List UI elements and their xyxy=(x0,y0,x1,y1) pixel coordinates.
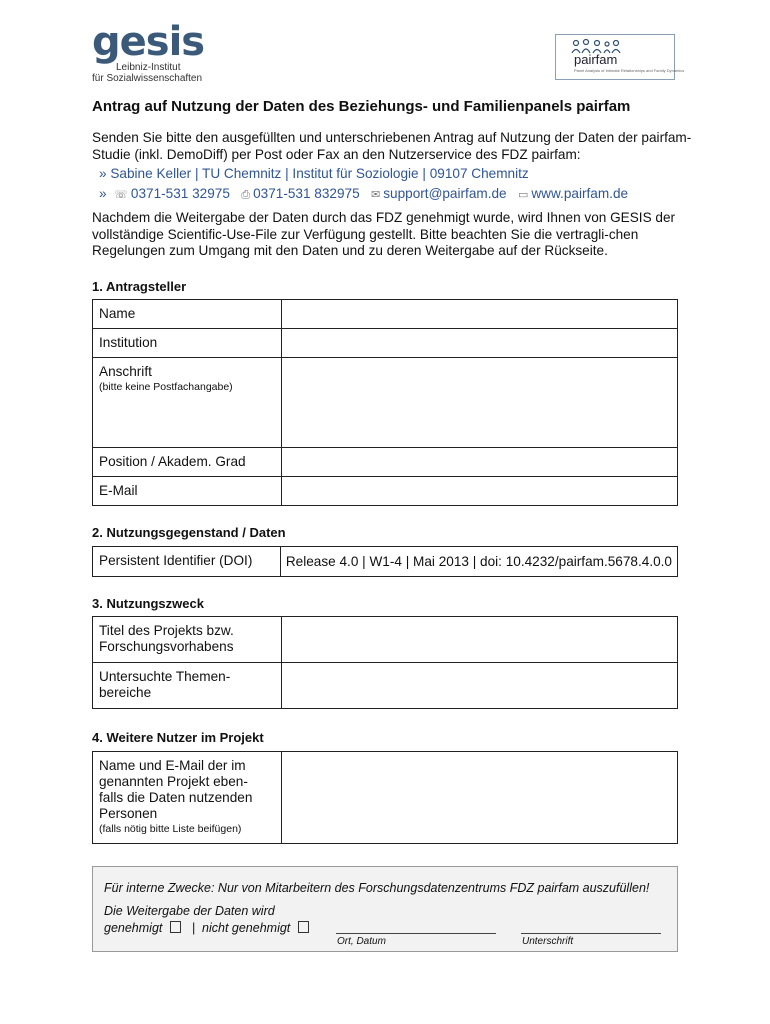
section-4-title: 4. Weitere Nutzer im Projekt xyxy=(92,730,264,745)
gesis-wordmark: gesis xyxy=(92,19,205,65)
users-label-2: genannten Projekt eben- xyxy=(99,774,248,789)
email-field[interactable] xyxy=(282,477,678,506)
name-field[interactable] xyxy=(282,300,678,329)
contact-web[interactable]: www.pairfam.de xyxy=(531,186,629,201)
project-title-label-1: Titel des Projekts bzw. xyxy=(99,623,234,638)
users-label xyxy=(93,752,282,844)
approval-separator: | xyxy=(191,921,196,935)
gesis-subtitle-1: Leibniz-Institut xyxy=(116,62,181,73)
name-label: Name xyxy=(93,300,282,329)
signature-label: Unterschrift xyxy=(522,936,574,947)
contact-phone: 0371-531 32975 xyxy=(130,186,230,201)
address-label: Anschrift xyxy=(99,364,152,379)
users-label-1: Name und E-Mail der im xyxy=(99,758,246,773)
contact-fax: 0371-531 832975 xyxy=(253,186,360,201)
position-label: Position / Akadem. Grad xyxy=(93,448,282,477)
section-1-title: 1. Antragsteller xyxy=(92,279,187,294)
web-icon: ▭ xyxy=(517,189,529,201)
email-icon: ✉ xyxy=(371,189,381,201)
users-table xyxy=(92,751,678,844)
signature-line[interactable] xyxy=(521,933,661,934)
doi-label: Persistent Identifier (DOI) xyxy=(93,547,281,577)
institution-field[interactable] xyxy=(282,329,678,358)
topics-field[interactable] xyxy=(282,663,678,709)
pairfam-logo xyxy=(555,34,685,80)
gesis-logo xyxy=(92,19,212,84)
section-3-title: 3. Nutzungszweck xyxy=(92,596,204,611)
phone-icon: ☏ xyxy=(114,189,128,201)
address-field[interactable] xyxy=(282,358,678,448)
pairfam-wordmark: pairfam xyxy=(574,52,618,67)
users-label-4: Personen xyxy=(99,806,158,821)
topics-label-1: Untersuchte Themen- xyxy=(99,669,231,684)
info-paragraph: Nachdem die Weitergabe der Daten durch das FDZ genehmigt wurde, wird Ihnen von GESIS der vollständige Scientific-Use-File zur Verfügung gestellt. Bitte beachten Sie die vertragli-chen Regelungen zum Umgang mit den Daten und zu deren Weitergabe auf der Rückseite. xyxy=(92,210,676,258)
contact-bullet: » xyxy=(99,186,107,201)
position-field[interactable] xyxy=(282,448,678,477)
project-title-field[interactable] xyxy=(282,617,678,663)
users-label-3: falls die Daten nutzenden xyxy=(99,790,253,805)
contact-email[interactable]: support@pairfam.de xyxy=(383,186,507,201)
approved-checkbox[interactable] xyxy=(170,921,181,933)
intro-text: Senden Sie bitte den ausgefüllten und unterschriebenen Antrag auf Nutzung der Daten der pairfam-Studie (inkl. DemoDiff) per Post oder Fax an den Nutzerservice des FDZ pairfam: xyxy=(92,130,692,162)
applicant-table xyxy=(92,299,678,506)
internal-use-box xyxy=(92,866,678,952)
contact-details xyxy=(99,186,628,202)
email-label: E-Mail xyxy=(93,477,282,506)
place-date-line[interactable] xyxy=(336,933,496,934)
not-approved-checkbox[interactable] xyxy=(298,921,309,933)
pairfam-tagline: Panel Analysis of Intimate Relationships and Family Dynamics xyxy=(574,68,685,73)
not-approved-label: nicht genehmigt xyxy=(202,921,291,935)
project-title-label xyxy=(93,617,282,663)
page-title: Antrag auf Nutzung der Daten des Beziehungs- und Familienpanels pairfam xyxy=(92,98,631,115)
contact-address: » Sabine Keller | TU Chemnitz | Institut für Soziologie | 09107 Chemnitz xyxy=(99,166,529,181)
topics-label xyxy=(93,663,282,709)
purpose-table xyxy=(92,616,678,709)
topics-label-2: bereiche xyxy=(99,685,152,700)
approved-label: genehmigt xyxy=(104,921,163,935)
address-note: (bitte keine Postfachangabe) xyxy=(99,381,233,393)
institution-label: Institution xyxy=(93,329,282,358)
users-field[interactable] xyxy=(282,752,678,844)
data-table xyxy=(92,546,678,577)
internal-line: Die Weitergabe der Daten wird xyxy=(104,904,275,918)
fax-icon: ⎙ xyxy=(241,189,251,201)
address-label-cell xyxy=(93,358,282,448)
users-note: (falls nötig bitte Liste beifügen) xyxy=(99,823,242,835)
approval-options xyxy=(104,921,313,935)
internal-heading: Für interne Zwecke: Nur von Mitarbeitern des Forschungsdatenzentrums FDZ pairfam auszufüllen! xyxy=(104,881,650,895)
place-date-label: Ort, Datum xyxy=(337,936,386,947)
gesis-subtitle-2: für Sozialwissenschaften xyxy=(92,73,203,84)
doi-value: Release 4.0 | W1-4 | Mai 2013 | doi: 10.4232/pairfam.5678.4.0.0 xyxy=(280,547,677,577)
project-title-label-2: Forschungsvorhabens xyxy=(99,639,234,654)
section-2-title: 2. Nutzungsgegenstand / Daten xyxy=(92,525,286,540)
